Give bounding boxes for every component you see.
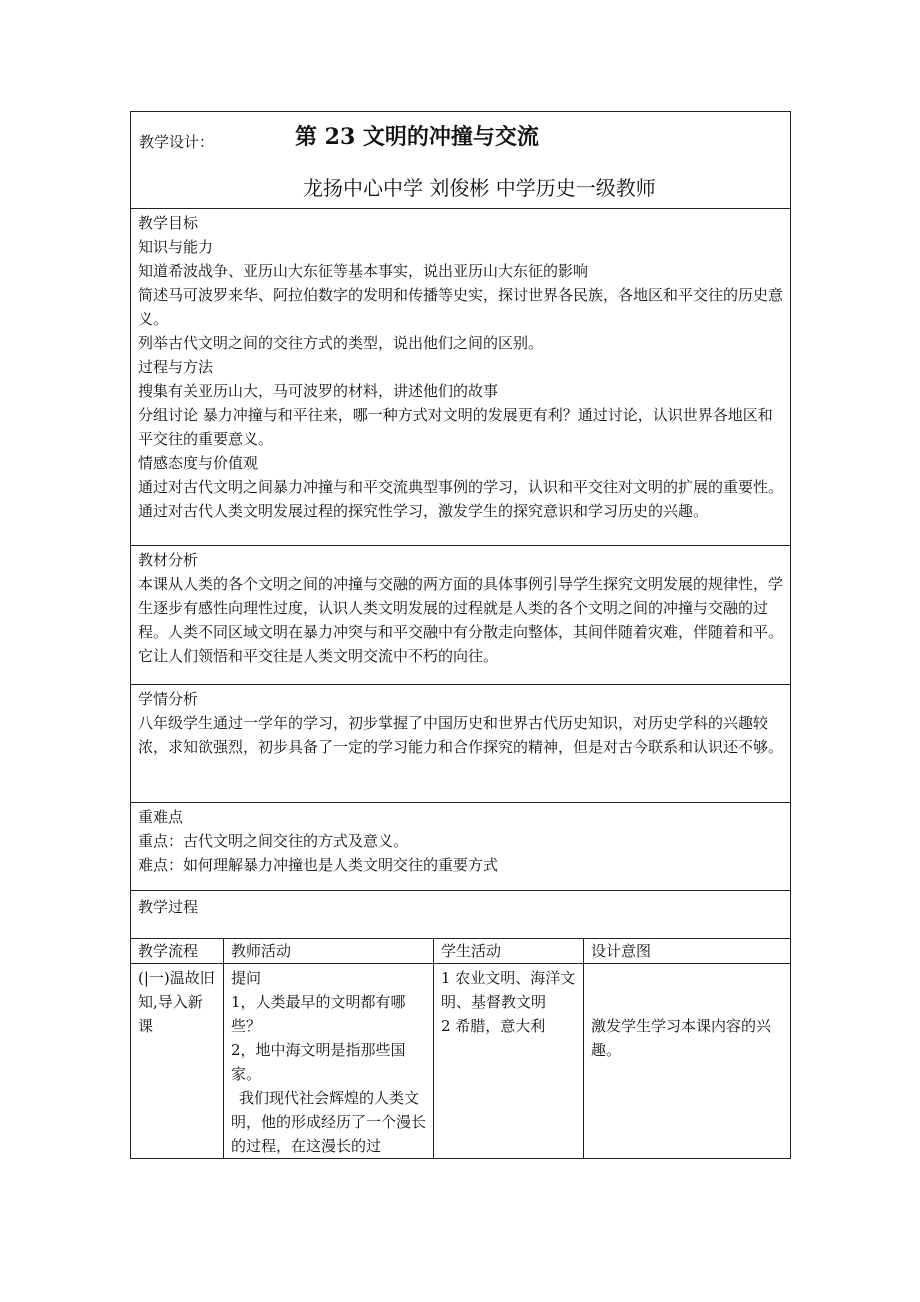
step-text: (|一)温故旧知,导入新课 [138, 969, 215, 1035]
student-activity-cell [434, 964, 584, 1159]
knowledge-item: 列举古代文明之间的交往方式的类型，说出他们之间的区别。 [138, 334, 544, 352]
teacher-line: 提问 [231, 969, 262, 987]
process-heading: 教学过程 [138, 898, 199, 916]
teacher-line: 我们现代社会辉煌的人类文明，他的形成经历了一个漫长的过程，在这漫长的过 [231, 1089, 427, 1155]
process-method-item: 搜集有关亚历山大，马可波罗的材料，讲述他们的故事 [138, 382, 499, 400]
material-heading: 教材分析 [138, 551, 199, 569]
process-section [131, 891, 791, 939]
material-text: 本课从人类的各个文明之间的冲撞与交融的两方面的具体事例引导学生探究文明发展的规律性，学生逐步有感性向理性过度，认识人类文明发展的过程就是人类的各个文明之间的冲撞与交融的过程。人类不同区域文明在暴力冲突与和平交融中有分散走向整体，其间伴随着灾难，伴随着和平。它让人们领悟和平交往是人类文明交流中不朽的向往。 [138, 575, 784, 665]
page-title: 第 23 文明的冲撞与交流 [295, 124, 539, 150]
column-header: 教学流程 [131, 939, 224, 964]
key-point: 重点：古代文明之间交往的方式及意义。 [138, 832, 409, 850]
design-intent-cell [584, 964, 791, 1159]
students-heading: 学情分析 [138, 690, 199, 708]
values-item: 通过对古代文明之间暴力冲撞与和平交流典型事例的学习，认识和平交往对文明的扩展的重要性。 [138, 478, 784, 496]
process-method-heading: 过程与方法 [138, 358, 214, 376]
author-line: 龙扬中心中学 刘俊彬 中学历史一级教师 [303, 176, 656, 200]
material-section [131, 546, 791, 685]
knowledge-item: 简述马可波罗来华、阿拉伯数字的发明和传播等史实，探讨世界各民族，各地区和平交往的历史意义。 [138, 286, 784, 328]
lesson-plan-document [130, 111, 790, 1159]
keypoints-row [131, 803, 791, 891]
objectives-row [131, 209, 791, 546]
teacher-line: 1，人类最早的文明都有哪些？ [231, 993, 406, 1035]
process-heading-row [131, 891, 791, 939]
knowledge-item: 知道希波战争、亚历山大东征等基本事实，说出亚历山大东征的影响 [138, 262, 589, 280]
column-header: 设计意图 [584, 939, 791, 964]
keypoints-section [131, 803, 791, 891]
teacher-line: 2，地中海文明是指那些国家。 [231, 1041, 406, 1083]
knowledge-heading: 知识与能力 [138, 238, 214, 256]
process-method-item: 分组讨论 暴力冲撞与和平往来，哪一种方式对文明的发展更有利？通过讨论，认识世界各地区和平交往的重要意义。 [138, 406, 773, 448]
teacher-activity-cell [224, 964, 434, 1159]
process-column-header-row [131, 939, 791, 964]
design-label: 教学设计： [139, 133, 215, 151]
students-row [131, 685, 791, 803]
objectives-heading: 教学目标 [138, 214, 199, 232]
header-row [131, 112, 791, 209]
step-cell [131, 964, 224, 1159]
lesson-plan-table [130, 111, 791, 1159]
difficult-point: 难点：如何理解暴力冲撞也是人类文明交往的重要方式 [138, 856, 499, 874]
table-row [131, 964, 791, 1159]
column-header: 教师活动 [224, 939, 434, 964]
values-item: 通过对古代人类文明发展过程的探究性学习，激发学生的探究意识和学习历史的兴趣。 [138, 502, 709, 520]
objectives-section [131, 209, 791, 546]
student-line: 1 农业文明、海洋文明、基督教文明 [441, 969, 576, 1011]
students-text: 八年级学生通过一学年的学习，初步掌握了中国历史和世界古代历史知识，对历史学科的兴趣较浓，求知欲强烈，初步具备了一定的学习能力和合作探究的精神，但是对古今联系和认识还不够。 [138, 714, 784, 756]
column-header: 学生活动 [434, 939, 584, 964]
material-row [131, 546, 791, 685]
intent-text: 激发学生学习本课内容的兴趣。 [591, 1017, 772, 1059]
header-cell [131, 112, 791, 209]
values-heading: 情感态度与价值观 [138, 454, 259, 472]
keypoints-heading: 重难点 [138, 808, 184, 826]
student-line: 2 希腊，意大利 [441, 1017, 546, 1035]
students-section [131, 685, 791, 803]
